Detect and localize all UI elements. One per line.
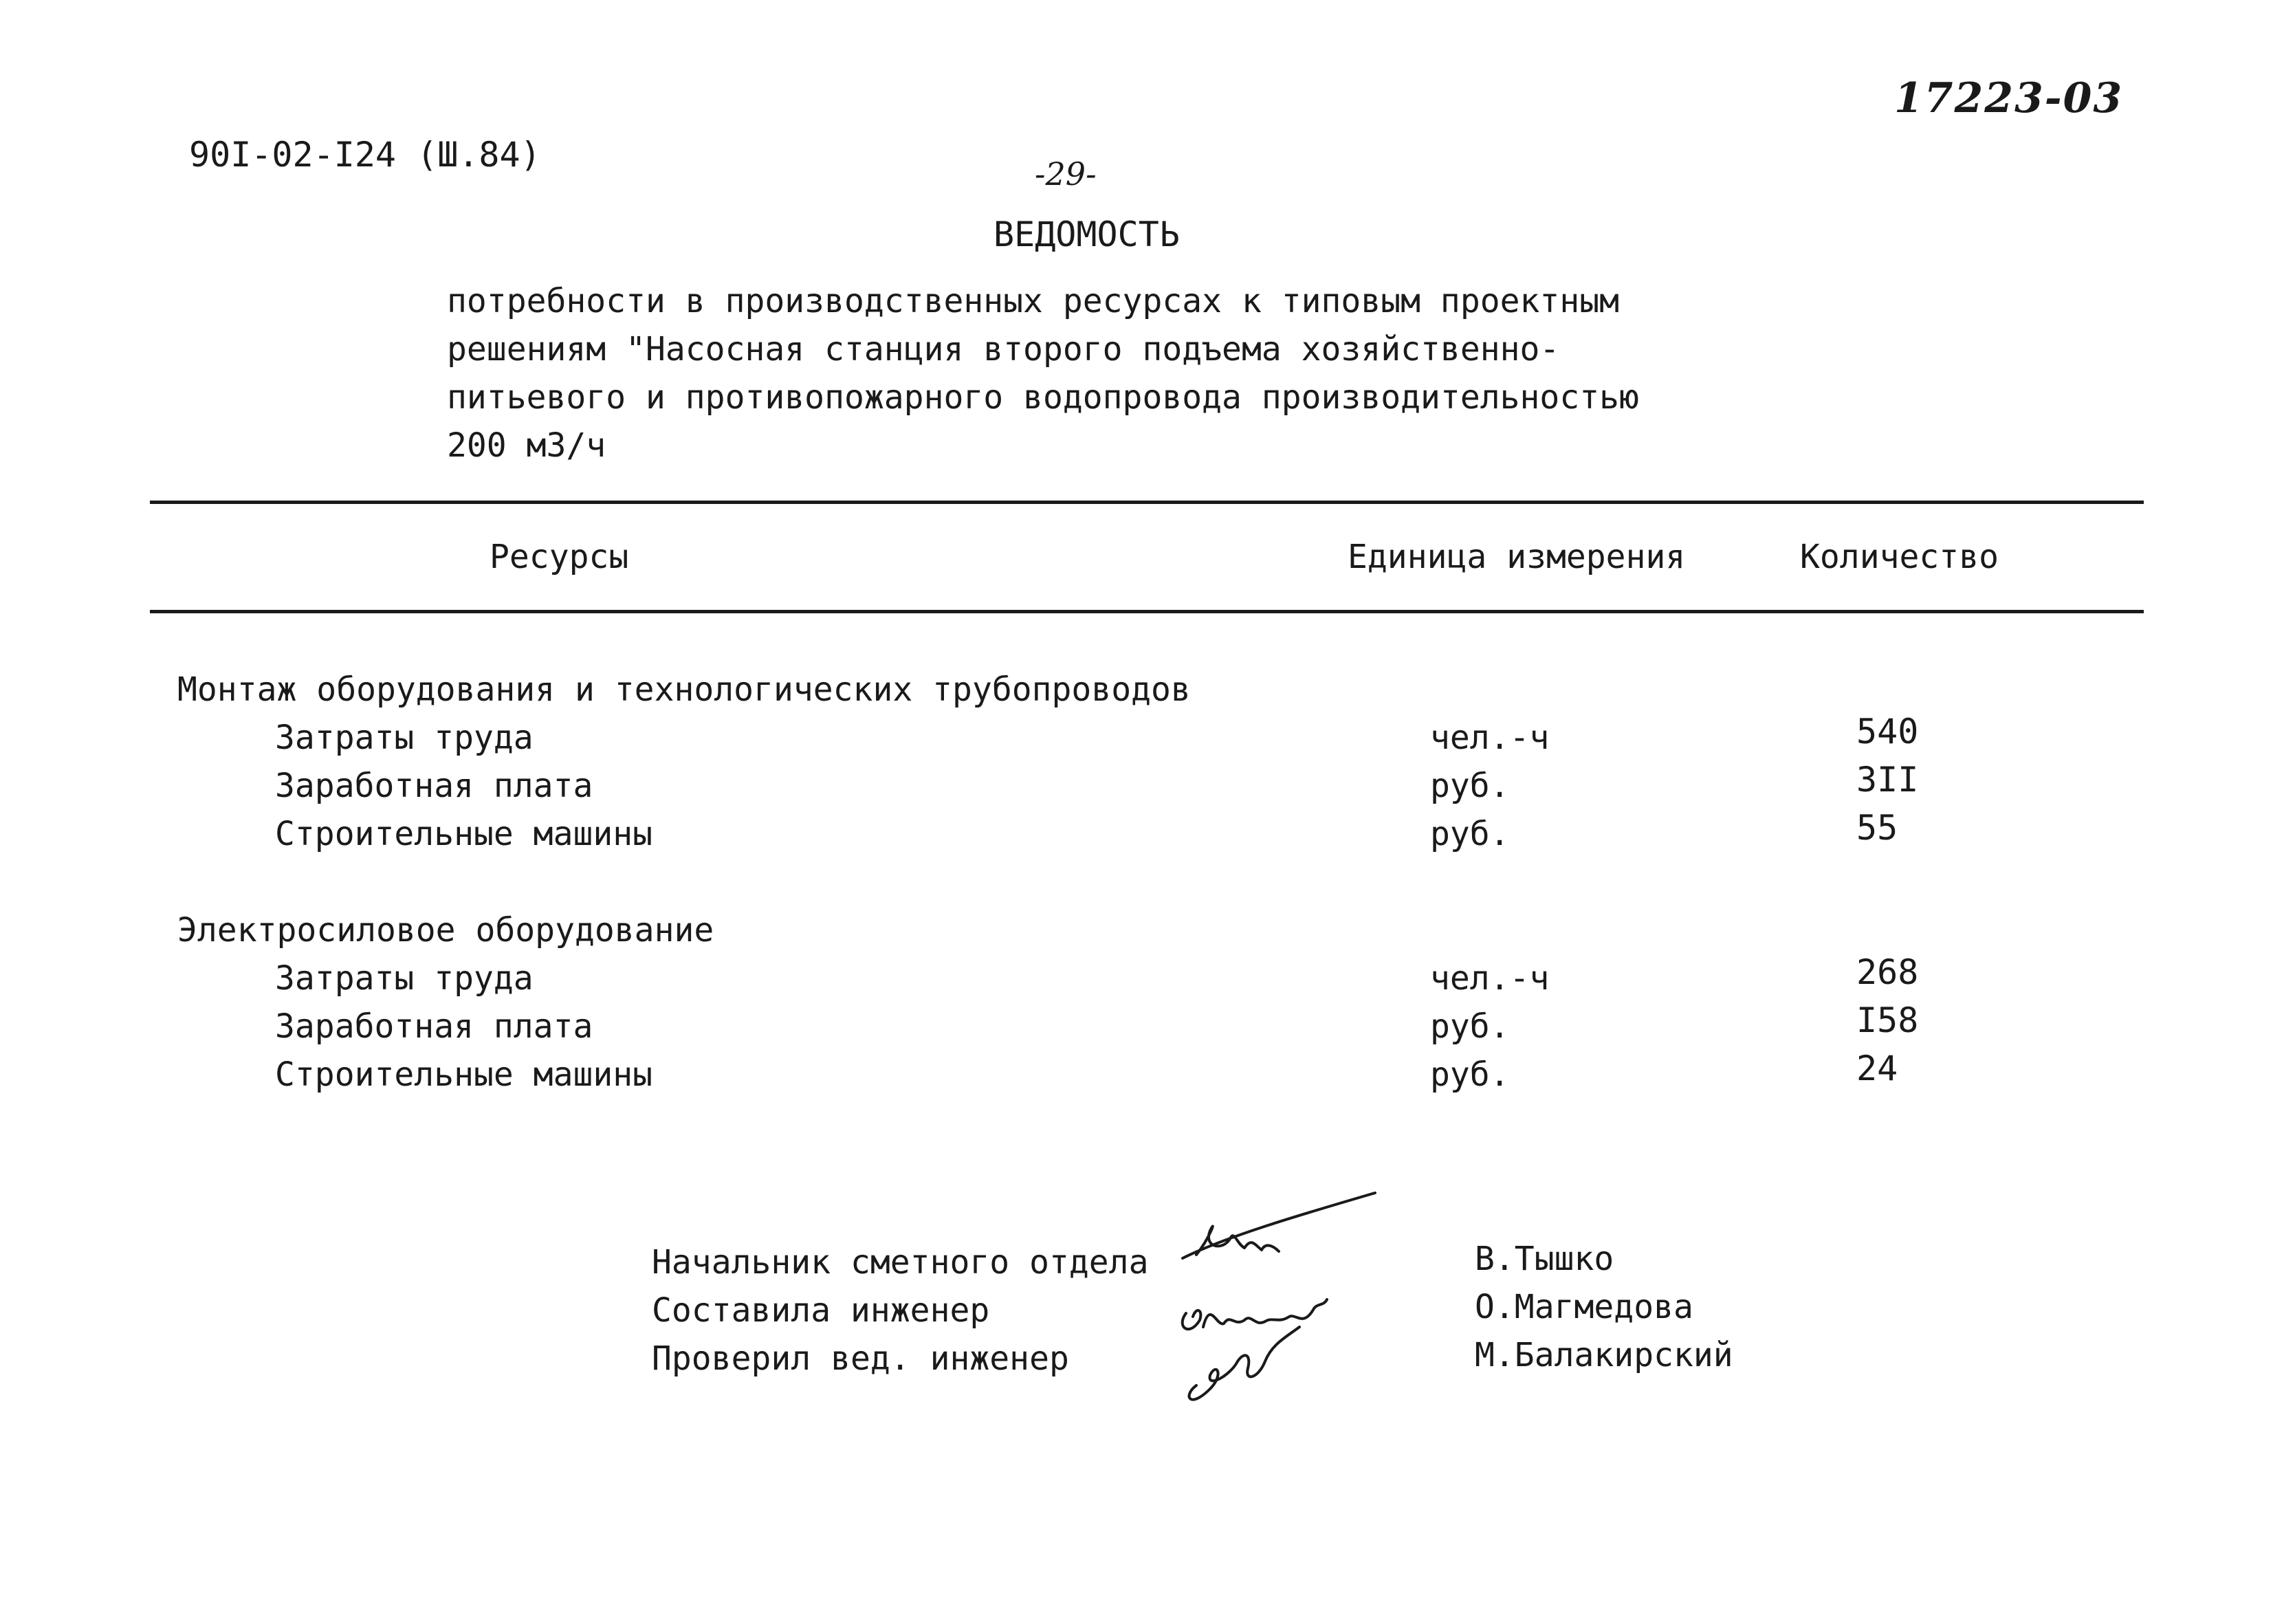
signature-head-of-department [1183, 1193, 1375, 1258]
table-header-rule [150, 610, 2144, 613]
subtitle-line: потребности в производственных ресурсах к типовым проектным [447, 282, 1620, 320]
signatory-name: М.Балакирский [1475, 1336, 1733, 1374]
row-label: Строительные машины [275, 815, 653, 853]
subtitle-line: 200 м3/ч [447, 426, 606, 465]
document-subtitle [447, 277, 1639, 470]
signatory-name: О.Магмедова [1475, 1288, 1693, 1326]
signature-compiler [1183, 1299, 1327, 1329]
row-quantity: 268 [1856, 952, 1919, 992]
archive-number: 17223-03 [1894, 74, 2124, 122]
row-label: Затраты труда [275, 718, 534, 757]
signatory-title: Начальник сметного отдела [652, 1243, 1149, 1282]
row-quantity: 540 [1856, 712, 1919, 751]
row-quantity: 55 [1856, 808, 1898, 848]
signature-reviewer [1189, 1327, 1299, 1400]
row-label: Заработная плата [275, 767, 593, 805]
subtitle-line: питьевого и противопожарного водопровода производительностью [447, 378, 1639, 417]
row-quantity: I58 [1856, 1000, 1919, 1040]
document-title: ВЕДОМОСТЬ [993, 215, 1180, 254]
row-label: Затраты труда [275, 959, 534, 998]
row-label: Заработная плата [275, 1007, 593, 1046]
row-unit: чел.-ч [1430, 959, 1550, 998]
row-unit: руб. [1430, 1055, 1510, 1094]
table-top-rule [150, 501, 2144, 504]
column-header-unit: Единица измерения [1348, 538, 1686, 576]
row-unit: руб. [1430, 1007, 1510, 1046]
section-title: Электросиловое оборудование [177, 911, 714, 950]
handwritten-signatures [1169, 1189, 1403, 1416]
section-title: Монтаж оборудования и технологических трубопроводов [177, 670, 1191, 709]
row-quantity: 3II [1856, 760, 1919, 800]
row-unit: руб. [1430, 815, 1510, 853]
row-label: Строительные машины [275, 1055, 653, 1094]
document-code: 90I-02-I24 (Ш.84) [189, 135, 541, 175]
signatory-title: Проверил вед. инженер [652, 1339, 1069, 1378]
row-unit: руб. [1430, 767, 1510, 805]
subtitle-line: решениям "Насосная станция второго подъема хозяйственно- [447, 330, 1560, 369]
row-unit: чел.-ч [1430, 718, 1550, 757]
column-header-quantity: Количество [1800, 538, 1999, 576]
signatory-name: В.Тышко [1475, 1240, 1614, 1278]
page-number: -29- [1035, 155, 1097, 193]
signatory-title: Составила инженер [652, 1291, 990, 1330]
column-header-resources: Ресурсы [490, 538, 629, 576]
row-quantity: 24 [1856, 1049, 1898, 1088]
